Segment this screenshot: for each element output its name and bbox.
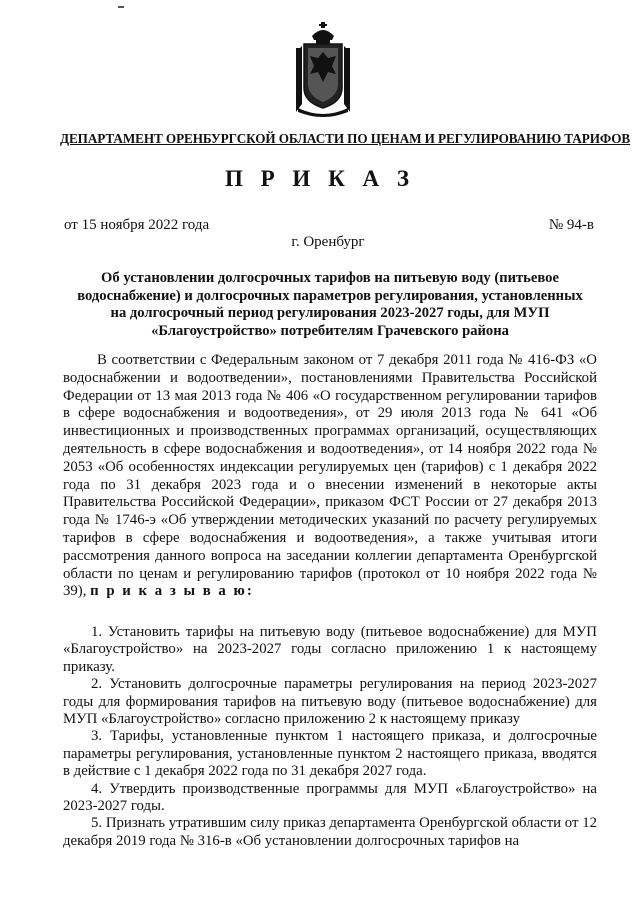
order-item-2: 2. Установить долгосрочные параметры регулирования на период 2023-2027 годы для формирования тарифов на питьевую воду (питьевое водоснабжение) для МУП «Благоустройство» согласно приложению 2 к настоящему приказу [63, 676, 597, 728]
order-item-5: 5. Признать утратившим силу приказ департамента Оренбургской области от 12 декабря 2019 года № 316-в «Об установлении долгосрочных тарифов на [63, 815, 597, 849]
order-item-4: 4. Утвердить производственные программы для МУП «Благоустройство» на 2023-2027 годы. [63, 780, 597, 815]
order-heading: Об установлении долгосрочных тарифов на питьевую воду (питьевое водоснабжение) и долгосрочных параметров регулирования, установленных на долгосрочный период регулирования 2023-2027 годы, для МУП «Благоустройство» потребителям Грачевского района [77, 270, 583, 339]
preamble-paragraph [63, 352, 597, 601]
order-date: от 15 ноября 2022 года [64, 217, 210, 233]
document-type: П Р И К А З [224, 166, 415, 191]
order-items [63, 624, 597, 850]
order-item-1: 1. Установить тарифы на питьевую воду (питьевое водоснабжение) для МУП «Благоустройство» на 2023-2027 годы согласно приложению 1 к настоящему приказу. [63, 624, 597, 675]
department-name: ДЕПАРТАМЕНТ ОРЕНБУРГСКОЙ ОБЛАСТИ ПО ЦЕНАМ И РЕГУЛИРОВАНИЮ ТАРИФОВ [60, 131, 631, 146]
order-city: г. Оренбург [291, 234, 365, 250]
scan-mark [118, 6, 124, 8]
order-item-3: 3. Тарифы, установленные пунктом 1 настоящего приказа, и долгосрочные параметры регулирования, установленные пунктом 2 настоящего приказа, вводятся в действие с 1 декабря 2022 года по 31 декабря 2027 года. [63, 728, 597, 780]
coat-of-arms-emblem [290, 22, 356, 120]
preamble-text: В соответствии с Федеральным законом от 7 декабря 2011 года № 416-ФЗ «О водоснабжении и водоотведении», постановлениями Правительства Российской Федерации от 13 мая 2013 года № 406 «О государственном регулировании тарифов в сфере водоснабжения и водоотведения», от 29 июля 2013 года № 641 «Об инвестиционных и производственных программах организаций, осуществляющих деятельность в сфере водоснабжения и водоотведения», от 14 ноября 2022 года № 2053 «Об особенностях индексации регулируемых цен (тарифов) с 1 декабря 2022 года по 31 декабря 2023 года и о внесении изменений в некоторые акты Правительства Российской Федерации», приказом ФСТ России от 27 декабря 2013 года № 1746-э «Об утверждении методических указаний по расчету регулируемых тарифов в сфере водоснабжения и водоотведения», а также учитывая итоги рассмотрения данного вопроса на заседании коллегии департамента Оренбургской области по ценам и регулированию тарифов (протокол от 10 ноября 2022 года № 39), [63, 352, 597, 600]
order-number: № 94-в [548, 217, 594, 233]
command-word: п р и к а з ы в а ю: [90, 583, 254, 600]
